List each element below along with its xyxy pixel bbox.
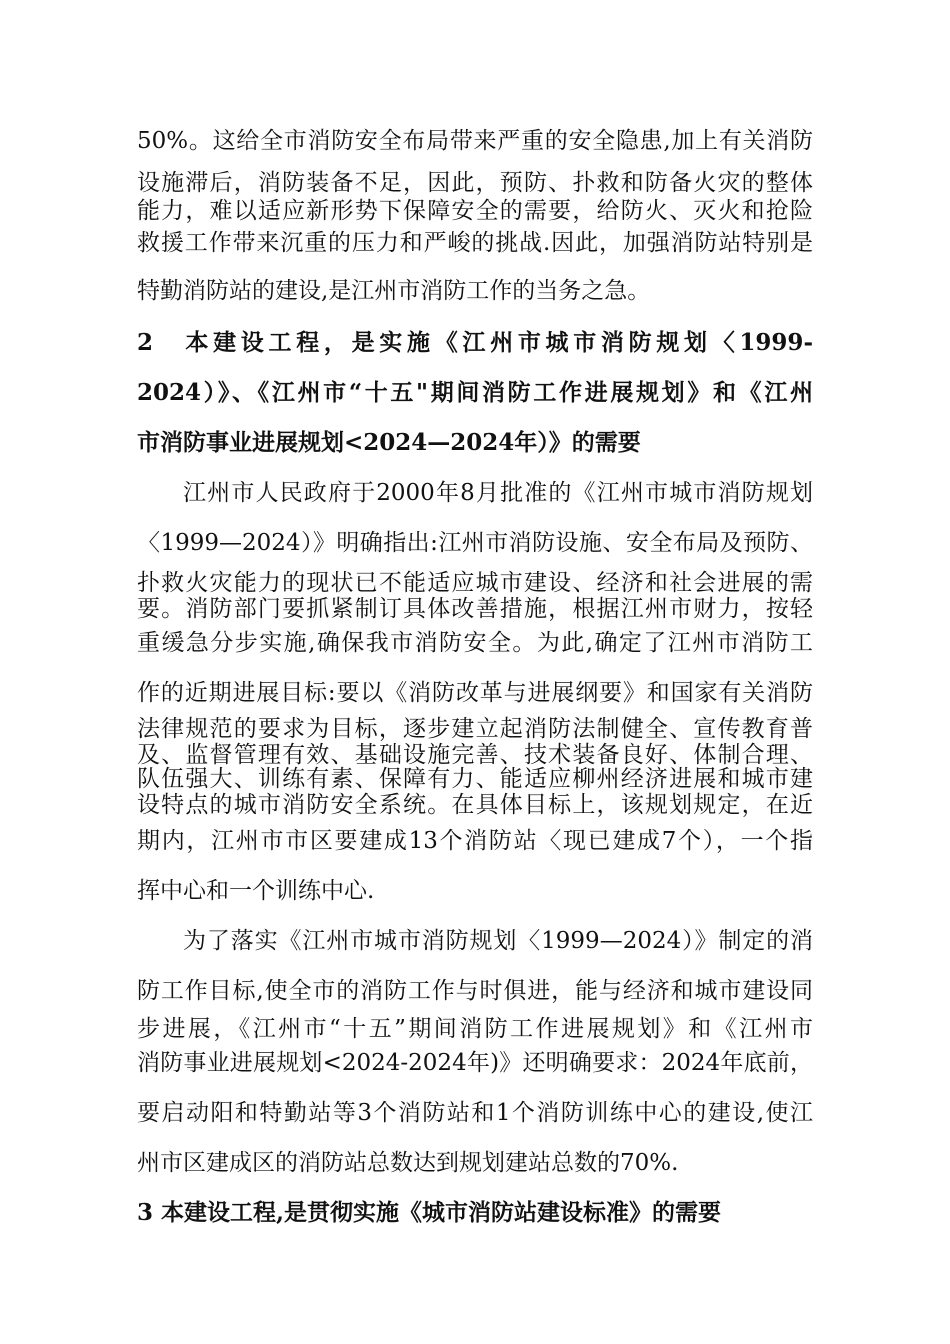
paragraph-2-line-4: 要。消防部门要抓紧制订具体改善措施，根据江州市财力，按轻 [137,596,813,622]
paragraph-2-line-1: 江州市人民政府于2000年8月批准的《江州市城市消防规划 [183,480,813,506]
paragraph-1-line-5: 特勤消防站的建设,是江州市消防工作的当务之急。 [137,278,651,304]
paragraph-2-line-7: 法律规范的要求为目标，逐步建立起消防法制健全、宣传教育普 [137,716,813,742]
paragraph-2-line-3: 扑救火灾能力的现状已不能适应城市建设、经济和社会进展的需 [137,570,813,596]
heading-2-line-3: 市消防事业进展规划<2024—2024年）》的需要 [137,429,641,456]
paragraph-2-line-12: 挥中心和一个训练中心. [137,878,375,904]
paragraph-3-line-2: 防工作目标,使全市的消防工作与时俱进，能与经济和城市建设同 [137,978,813,1004]
paragraph-1-line-2: 设施滞后，消防装备不足，因此，预防、扑救和防备火灾的整体 [137,170,813,196]
paragraph-2-line-2: 〈1999—2024）》明确指出:江州市消防设施、安全布局及预防、 [137,530,813,556]
heading-3-line-1: 3 本建设工程,是贯彻实施《城市消防站建设标准》的需要 [137,1199,722,1226]
paragraph-2-line-9: 队伍强大、训练有素、保障有力、能适应柳州经济进展和城市建 [137,766,813,792]
paragraph-3-line-6: 州市区建成区的消防站总数达到规划建站总数的70%. [137,1150,679,1176]
paragraph-2-line-11: 期内，江州市市区要建成13个消防站〈现已建成7个），一个指 [137,828,813,854]
paragraph-2-line-8: 及、监督管理有效、基础设施完善、技术装备良好、体制合理、 [137,742,813,768]
paragraph-3-line-5: 要启动阳和特勤站等3个消防站和1个消防训练中心的建设,使江 [137,1100,813,1126]
heading-2-line-2: 2024）》、《江州市“十五"期间消防工作进展规划》和《江州 [137,379,813,406]
paragraph-1-line-4: 救援工作带来沉重的压力和严峻的挑战.因此，加强消防站特别是 [137,230,813,256]
paragraph-3-line-3: 步进展，《江州市“十五”期间消防工作进展规划》和《江州市 [137,1016,813,1042]
paragraph-3-line-4: 消防事业进展规划<2024-2024年)》还明确要求：2024年底前， [137,1050,813,1076]
paragraph-2-line-6: 作的近期进展目标:要以《消防改革与进展纲要》和国家有关消防 [137,680,813,706]
paragraph-1-line-3: 能力，难以适应新形势下保障安全的需要，给防火、灭火和抢险 [137,198,813,224]
paragraph-3-line-1: 为了落实《江州市城市消防规划〈1999—2024）》制定的消 [183,928,813,954]
paragraph-2-line-5: 重缓急分步实施,确保我市消防安全。为此,确定了江州市消防工 [137,630,813,656]
paragraph-1-line-1: 50%。这给全市消防安全布局带来严重的安全隐患,加上有关消防 [137,128,813,154]
paragraph-2-line-10: 设特点的城市消防安全系统。在具体目标上，该规划规定，在近 [137,792,813,818]
heading-2-line-1: 2 本建设工程，是实施《江州市城市消防规划〈1999- [137,329,813,356]
